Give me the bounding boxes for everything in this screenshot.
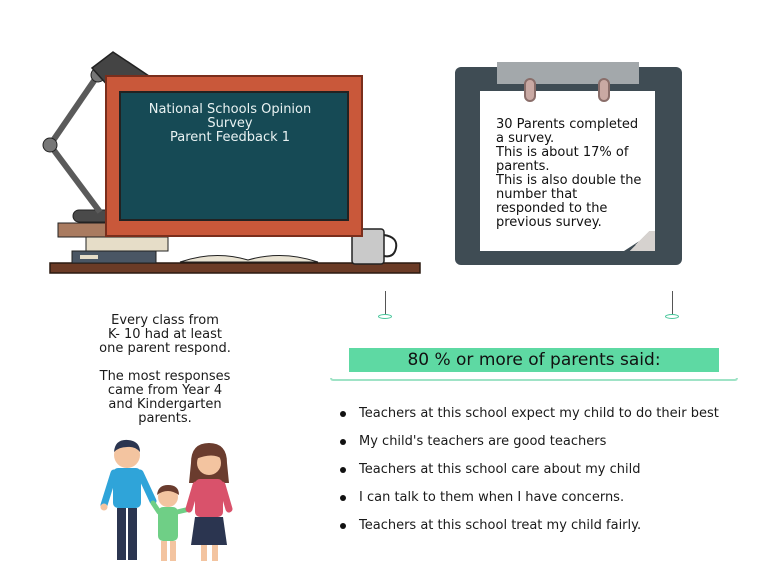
note-line: came from Year 4: [107, 383, 223, 398]
survey-result-banner: 80 % or more of parents said:: [349, 348, 719, 372]
note-line: one parent respond.: [99, 341, 231, 356]
clipboard-line: 30 Parents completed: [496, 117, 639, 132]
clipboard-line: number that: [496, 187, 578, 202]
chalkboard-line-3: Parent Feedback 1: [169, 130, 291, 145]
statement-item: Teachers at this school expect my child to do their best: [338, 400, 719, 428]
statement-item: I can talk to them when I have concerns.: [338, 484, 719, 512]
statement-item: Teachers at this school care about my child: [338, 456, 719, 484]
child-figure: [153, 485, 190, 561]
paper-fold-corner: [624, 231, 655, 251]
clipboard-line: a survey.: [496, 131, 555, 146]
chalkboard-title: [130, 103, 330, 145]
clip-ring-left: [524, 78, 536, 102]
note-line: Every class from: [111, 313, 219, 328]
clipboard-note: [496, 118, 651, 230]
clip-ring-right: [598, 78, 610, 102]
statement-list: [338, 400, 719, 540]
banner-underline: [330, 378, 738, 381]
clipboard-line: This is about 17% of: [496, 145, 629, 160]
family-icon: [95, 435, 240, 565]
statement-item: Teachers at this school treat my child fairly.: [338, 512, 719, 540]
clipboard-line: This is also double the: [496, 173, 642, 188]
chalkboard-icon: [105, 75, 363, 237]
chalkboard-line-1: National Schools Opinion: [148, 102, 312, 117]
mother-figure: [189, 443, 229, 561]
note-line: [80, 356, 250, 370]
connector-line-right: [672, 291, 673, 315]
father-figure: [101, 440, 154, 560]
clipboard-clip: [497, 62, 639, 84]
connector-line-left: [385, 291, 386, 315]
clipboard-line: responded to the: [496, 201, 608, 216]
chalkboard-line-2: Survey: [207, 116, 253, 131]
open-book-icon: [180, 255, 318, 262]
note-line: parents.: [138, 411, 192, 426]
clipboard-line: parents.: [496, 159, 550, 174]
connector-dot-right: [665, 314, 679, 319]
connector-dot-left: [378, 314, 392, 319]
note-line: The most responses: [99, 369, 231, 384]
statement-item: My child's teachers are good teachers: [338, 428, 719, 456]
note-line: K- 10 had at least: [108, 327, 222, 342]
note-line: and Kindergarten: [108, 397, 222, 412]
class-response-note: [80, 314, 250, 426]
clipboard-line: previous survey.: [496, 215, 602, 230]
